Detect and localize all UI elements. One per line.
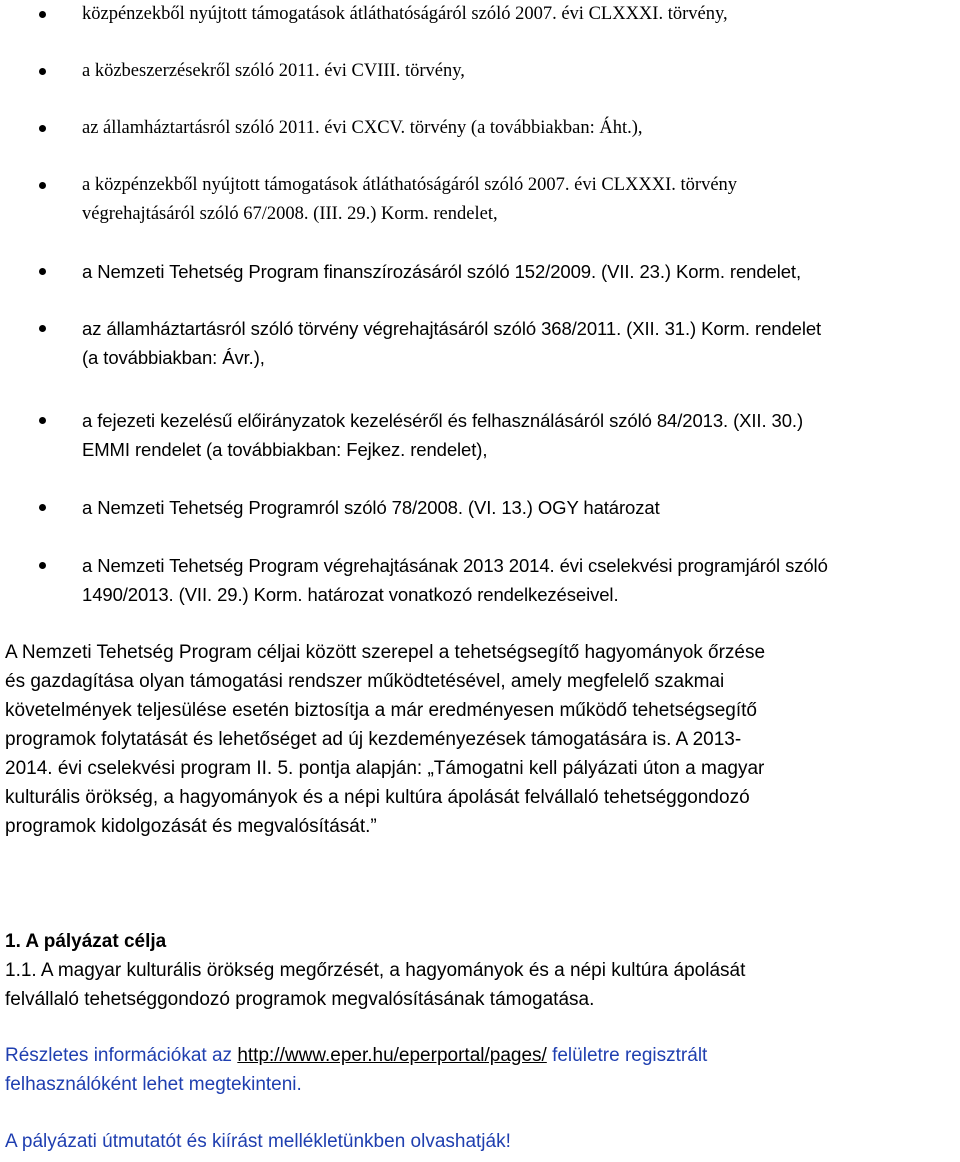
closing-note: A pályázati útmutatót és kiírást mellékletünkben olvashatják! <box>5 1131 511 1152</box>
bullet-icon <box>39 268 46 275</box>
intro-paragraph <box>5 638 955 841</box>
paragraph-line: A Nemzeti Tehetség Program céljai között szerepel a tehetségsegítő hagyományok őrzése <box>5 642 766 663</box>
paragraph-line: követelmények teljesülése esetén biztosítja a már eredményesen működő tehetségsegítő <box>5 700 757 721</box>
list-item-line: EMMI rendelet (a továbbiakban: Fejkez. rendelet), <box>82 439 488 460</box>
section-heading: 1. A pályázat célja <box>5 931 167 952</box>
paragraph-line: kulturális örökség, a hagyományok és a népi kultúra ápolását felvállaló tehetséggondozó <box>5 787 750 808</box>
list-item <box>82 314 957 372</box>
paragraph-line: programok folytatását és lehetőséget ad új kezdeményezések támogatására is. A 2013- <box>5 729 742 750</box>
paragraph-line: és gazdagítása olyan támogatási rendszer működtetésével, amely megfelelő szakmai <box>5 671 725 692</box>
list-item-line: 1490/2013. (VII. 29.) Korm. határozat vonatkozó rendelkezéseivel. <box>82 584 619 605</box>
list-item-line: közpénzekből nyújtott támogatások átláthatóságáról szóló 2007. évi CLXXXI. törvény, <box>82 4 728 24</box>
bullet-icon <box>39 125 46 132</box>
list-item-line: a Nemzeti Tehetség Program végrehajtásának 2013 2014. évi cselekvési programjáról szóló <box>82 555 828 576</box>
info-note-line <box>5 1041 955 1070</box>
list-item <box>82 0 957 29</box>
bullet-icon <box>39 68 46 75</box>
section-line: 1.1. A magyar kulturális örökség megőrzését, a hagyományok és a népi kultúra ápolását <box>5 960 746 981</box>
list-item <box>82 551 957 609</box>
list-item-line: a közpénzekből nyújtott támogatások átláthatóságáról szóló 2007. évi CLXXXI. törvény <box>82 175 738 195</box>
list-item-line: a fejezeti kezelésű előirányzatok kezeléséről és felhasználásáról szóló 84/2013. (XII. 30.) <box>82 410 804 431</box>
paragraph-line: programok kidolgozását és megvalósítását.” <box>5 816 377 837</box>
list-item-line: az államháztartásról szóló 2011. évi CXCV. törvény (a továbbiakban: Áht.), <box>82 118 643 138</box>
list-item-line: végrehajtásáról szóló 67/2008. (III. 29.) Korm. rendelet, <box>82 204 498 224</box>
info-note-suffix: felületre regisztrált <box>546 1045 708 1066</box>
list-item <box>82 493 957 522</box>
list-item <box>82 171 957 229</box>
paragraph-line: 2014. évi cselekvési program II. 5. pontja alapján: „Támogatni kell pályázati úton a magyar <box>5 758 765 779</box>
list-item <box>82 57 957 86</box>
list-item-line: a Nemzeti Tehetség Program finanszírozásáról szóló 152/2009. (VII. 23.) Korm. rendelet, <box>82 261 801 282</box>
list-item <box>82 406 957 464</box>
list-item-line: a közbeszerzésekről szóló 2011. évi CVIII. törvény, <box>82 61 465 81</box>
info-note <box>5 1041 955 1099</box>
eper-portal-link[interactable]: http://www.eper.hu/eperportal/pages/ <box>237 1045 547 1066</box>
section-line: felvállaló tehetséggondozó programok megvalósításának támogatása. <box>5 989 595 1010</box>
section-purpose <box>5 927 955 1014</box>
info-note-prefix: Részletes információkat az <box>5 1045 233 1066</box>
list-item-line: az államháztartásról szóló törvény végrehajtásáról szóló 368/2011. (XII. 31.) Korm. rendelet <box>82 318 822 339</box>
bullet-icon <box>39 182 46 189</box>
bullet-icon <box>39 11 46 18</box>
bullet-icon <box>39 417 46 424</box>
bullet-icon <box>39 504 46 511</box>
list-item <box>82 257 957 286</box>
list-item-line: a Nemzeti Tehetség Programról szóló 78/2008. (VI. 13.) OGY határozat <box>82 497 660 518</box>
info-note-line2: felhasználóként lehet megtekinteni. <box>5 1074 302 1095</box>
bullet-icon <box>39 562 46 569</box>
list-item-line: (a továbbiakban: Ávr.), <box>82 347 265 368</box>
bullet-icon <box>39 325 46 332</box>
list-item <box>82 114 957 143</box>
